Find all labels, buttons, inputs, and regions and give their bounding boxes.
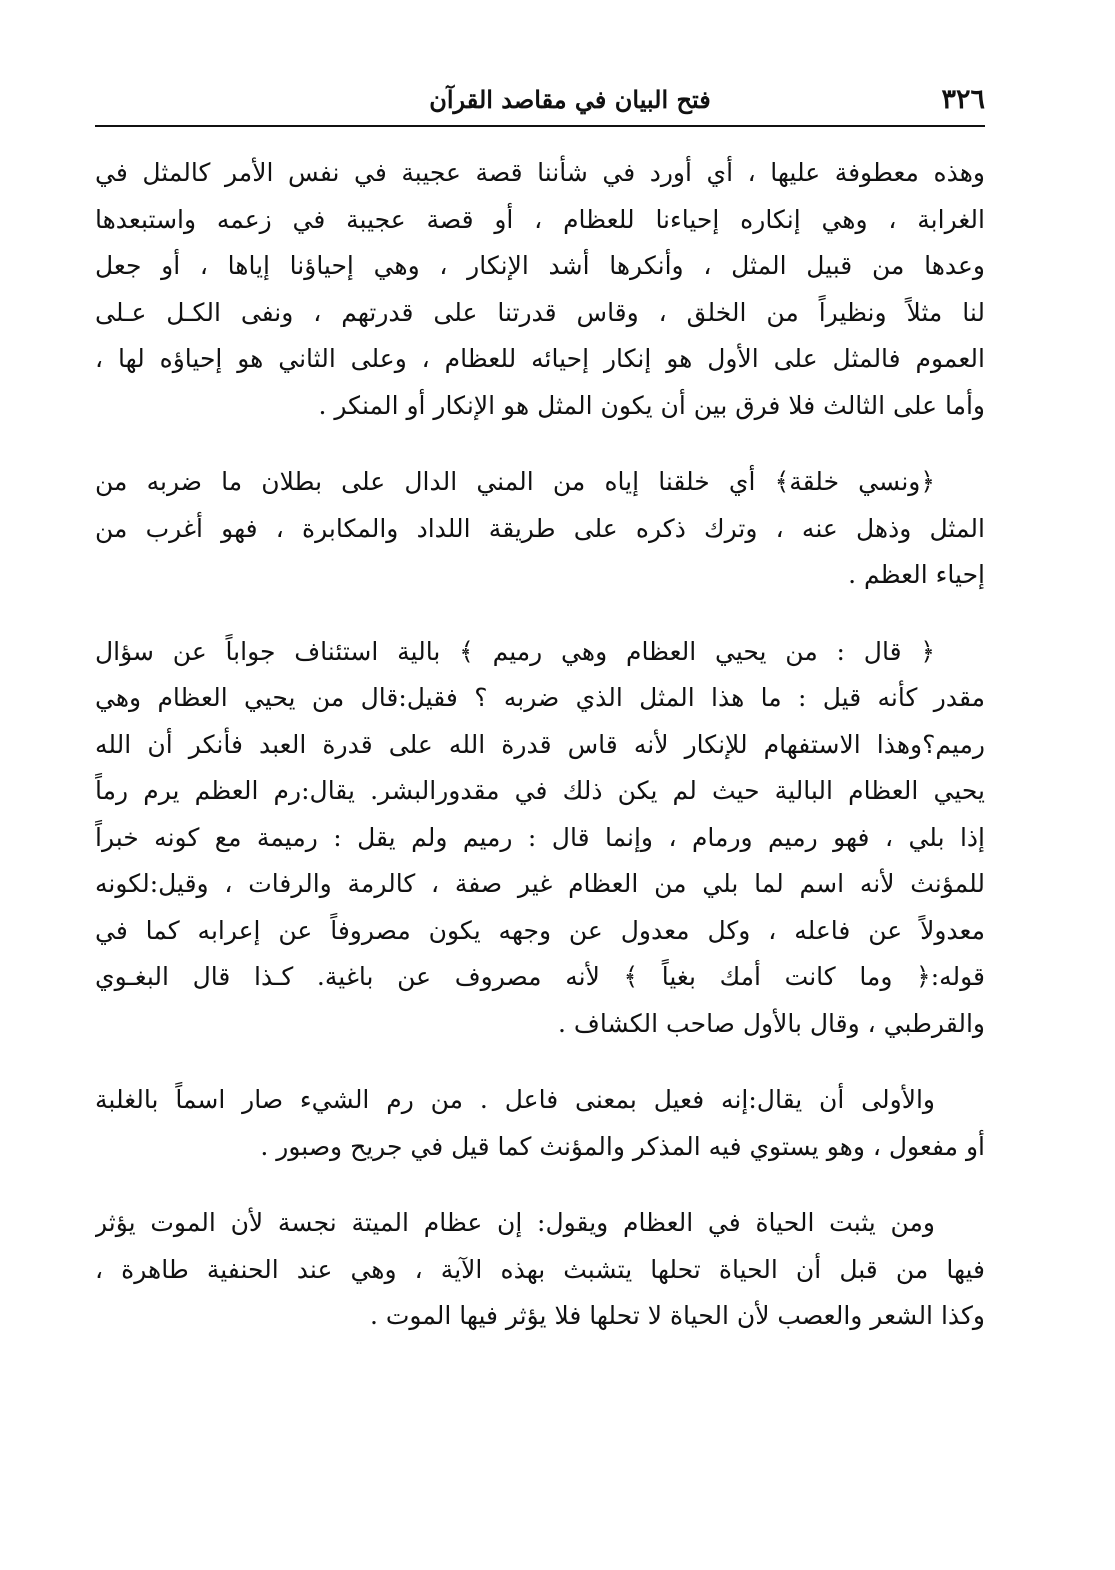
text-line: الغرابة ، وهي إنكاره إحياءنا للعظام ، أو قصة عجيبة في زعمه واستبعدها bbox=[95, 204, 985, 234]
text-line: وكذا الشعر والعصب لأن الحياة لا تحلها فلا يؤثر فيها الموت . bbox=[370, 1301, 985, 1330]
text-line: يحيي العظام البالية حيث لم يكن ذلك في مقدورالبشر. يقال:رم العظم يرم رماً bbox=[95, 776, 985, 805]
text-line: وأما على الثالث فلا فرق بين أن يكون المثل هو الإنكار أو المنكر . bbox=[318, 390, 985, 420]
text-line: رميم؟وهذا الاستفهام للإنكار لأنه قاس قدرة الله على قدرة العبد فأنكر أن الله bbox=[95, 729, 985, 759]
running-header bbox=[95, 80, 985, 124]
text-line: إذا بلي ، فهو رميم ورمام ، وإنما قال : رميم ولم يقل : رميمة مع كونه خبراً bbox=[95, 822, 985, 852]
paragraph-1 bbox=[95, 150, 985, 429]
text-line: والقرطبي ، وقال بالأول صاحب الكشاف . bbox=[558, 1008, 985, 1038]
text-line: لنا مثلاً ونظيراً من الخلق ، وقاس قدرتنا على قدرتهم ، ونفى الكـل عـلى bbox=[95, 297, 985, 327]
text-line: وهذه معطوفة عليها ، أي أورد في شأننا قصة عجيبة في نفس الأمر كالمثل في bbox=[95, 158, 985, 187]
text-line: إحياء العظم . bbox=[848, 560, 985, 589]
text-line: ﴿ قال : من يحيي العظام وهي رميم ﴾ بالية استئناف جواباً عن سؤال bbox=[95, 636, 935, 666]
text-line: مقدر كأنه قيل : ما هذا المثل الذي ضربه ؟ فقيل:قال من يحيي العظام وهي bbox=[95, 683, 985, 712]
text-line: أو مفعول ، وهو يستوي فيه المذكر والمؤنث كما قيل في جريح وصبور . bbox=[260, 1131, 985, 1161]
paragraph-4 bbox=[95, 1077, 985, 1170]
text-line: العموم فالمثل على الأول هو إنكار إحيائه للعظام ، وعلى الثاني هو إحياؤه لها ، bbox=[95, 344, 985, 373]
paragraph-2 bbox=[95, 459, 985, 599]
text-line: المثل وذهل عنه ، وترك ذكره على طريقة اللداد والمكابرة ، فهو أغرب من bbox=[95, 513, 985, 543]
text-line: ومن يثبت الحياة في العظام ويقول: إن عظام الميتة نجسة لأن الموت يؤثر bbox=[95, 1208, 935, 1237]
body-text bbox=[95, 150, 985, 1370]
paragraph-3 bbox=[95, 629, 985, 1048]
text-line: والأولى أن يقال:إنه فعيل بمعنى فاعل . من رم الشيء صار اسماً بالغلبة bbox=[95, 1085, 935, 1114]
header-rule bbox=[95, 125, 985, 127]
text-line: فيها من قبل أن الحياة تحلها يتشبث بهذه الآية ، وهي عند الحنفية طاهرة ، bbox=[95, 1254, 985, 1284]
text-line: للمؤنث لأنه اسم لما بلي من العظام غير صفة ، كالرمة والرفات ، وقيل:لكونه bbox=[95, 869, 985, 898]
text-line: وعدها من قبيل المثل ، وأنكرها أشد الإنكار ، وهي إحياؤنا إياها ، أو جعل bbox=[95, 251, 985, 280]
page-number: ٣٢٦ bbox=[941, 84, 985, 115]
text-line: ﴿ونسي خلقة﴾ أي خلقنا إياه من المني الدال على بطلان ما ضربه من bbox=[95, 467, 935, 496]
text-line: معدولاً عن فاعله ، وكل معدول عن وجهه يكون مصروفاً عن إعرابه كما في bbox=[95, 915, 985, 945]
paragraph-5 bbox=[95, 1200, 985, 1340]
text-line: قوله:﴿ وما كانت أمك بغياً ﴾ لأنه مصروف عن باغية. كـذا قال البغـوي bbox=[95, 962, 985, 991]
book-title: فتح البيان في مقاصد القرآن bbox=[429, 85, 711, 114]
